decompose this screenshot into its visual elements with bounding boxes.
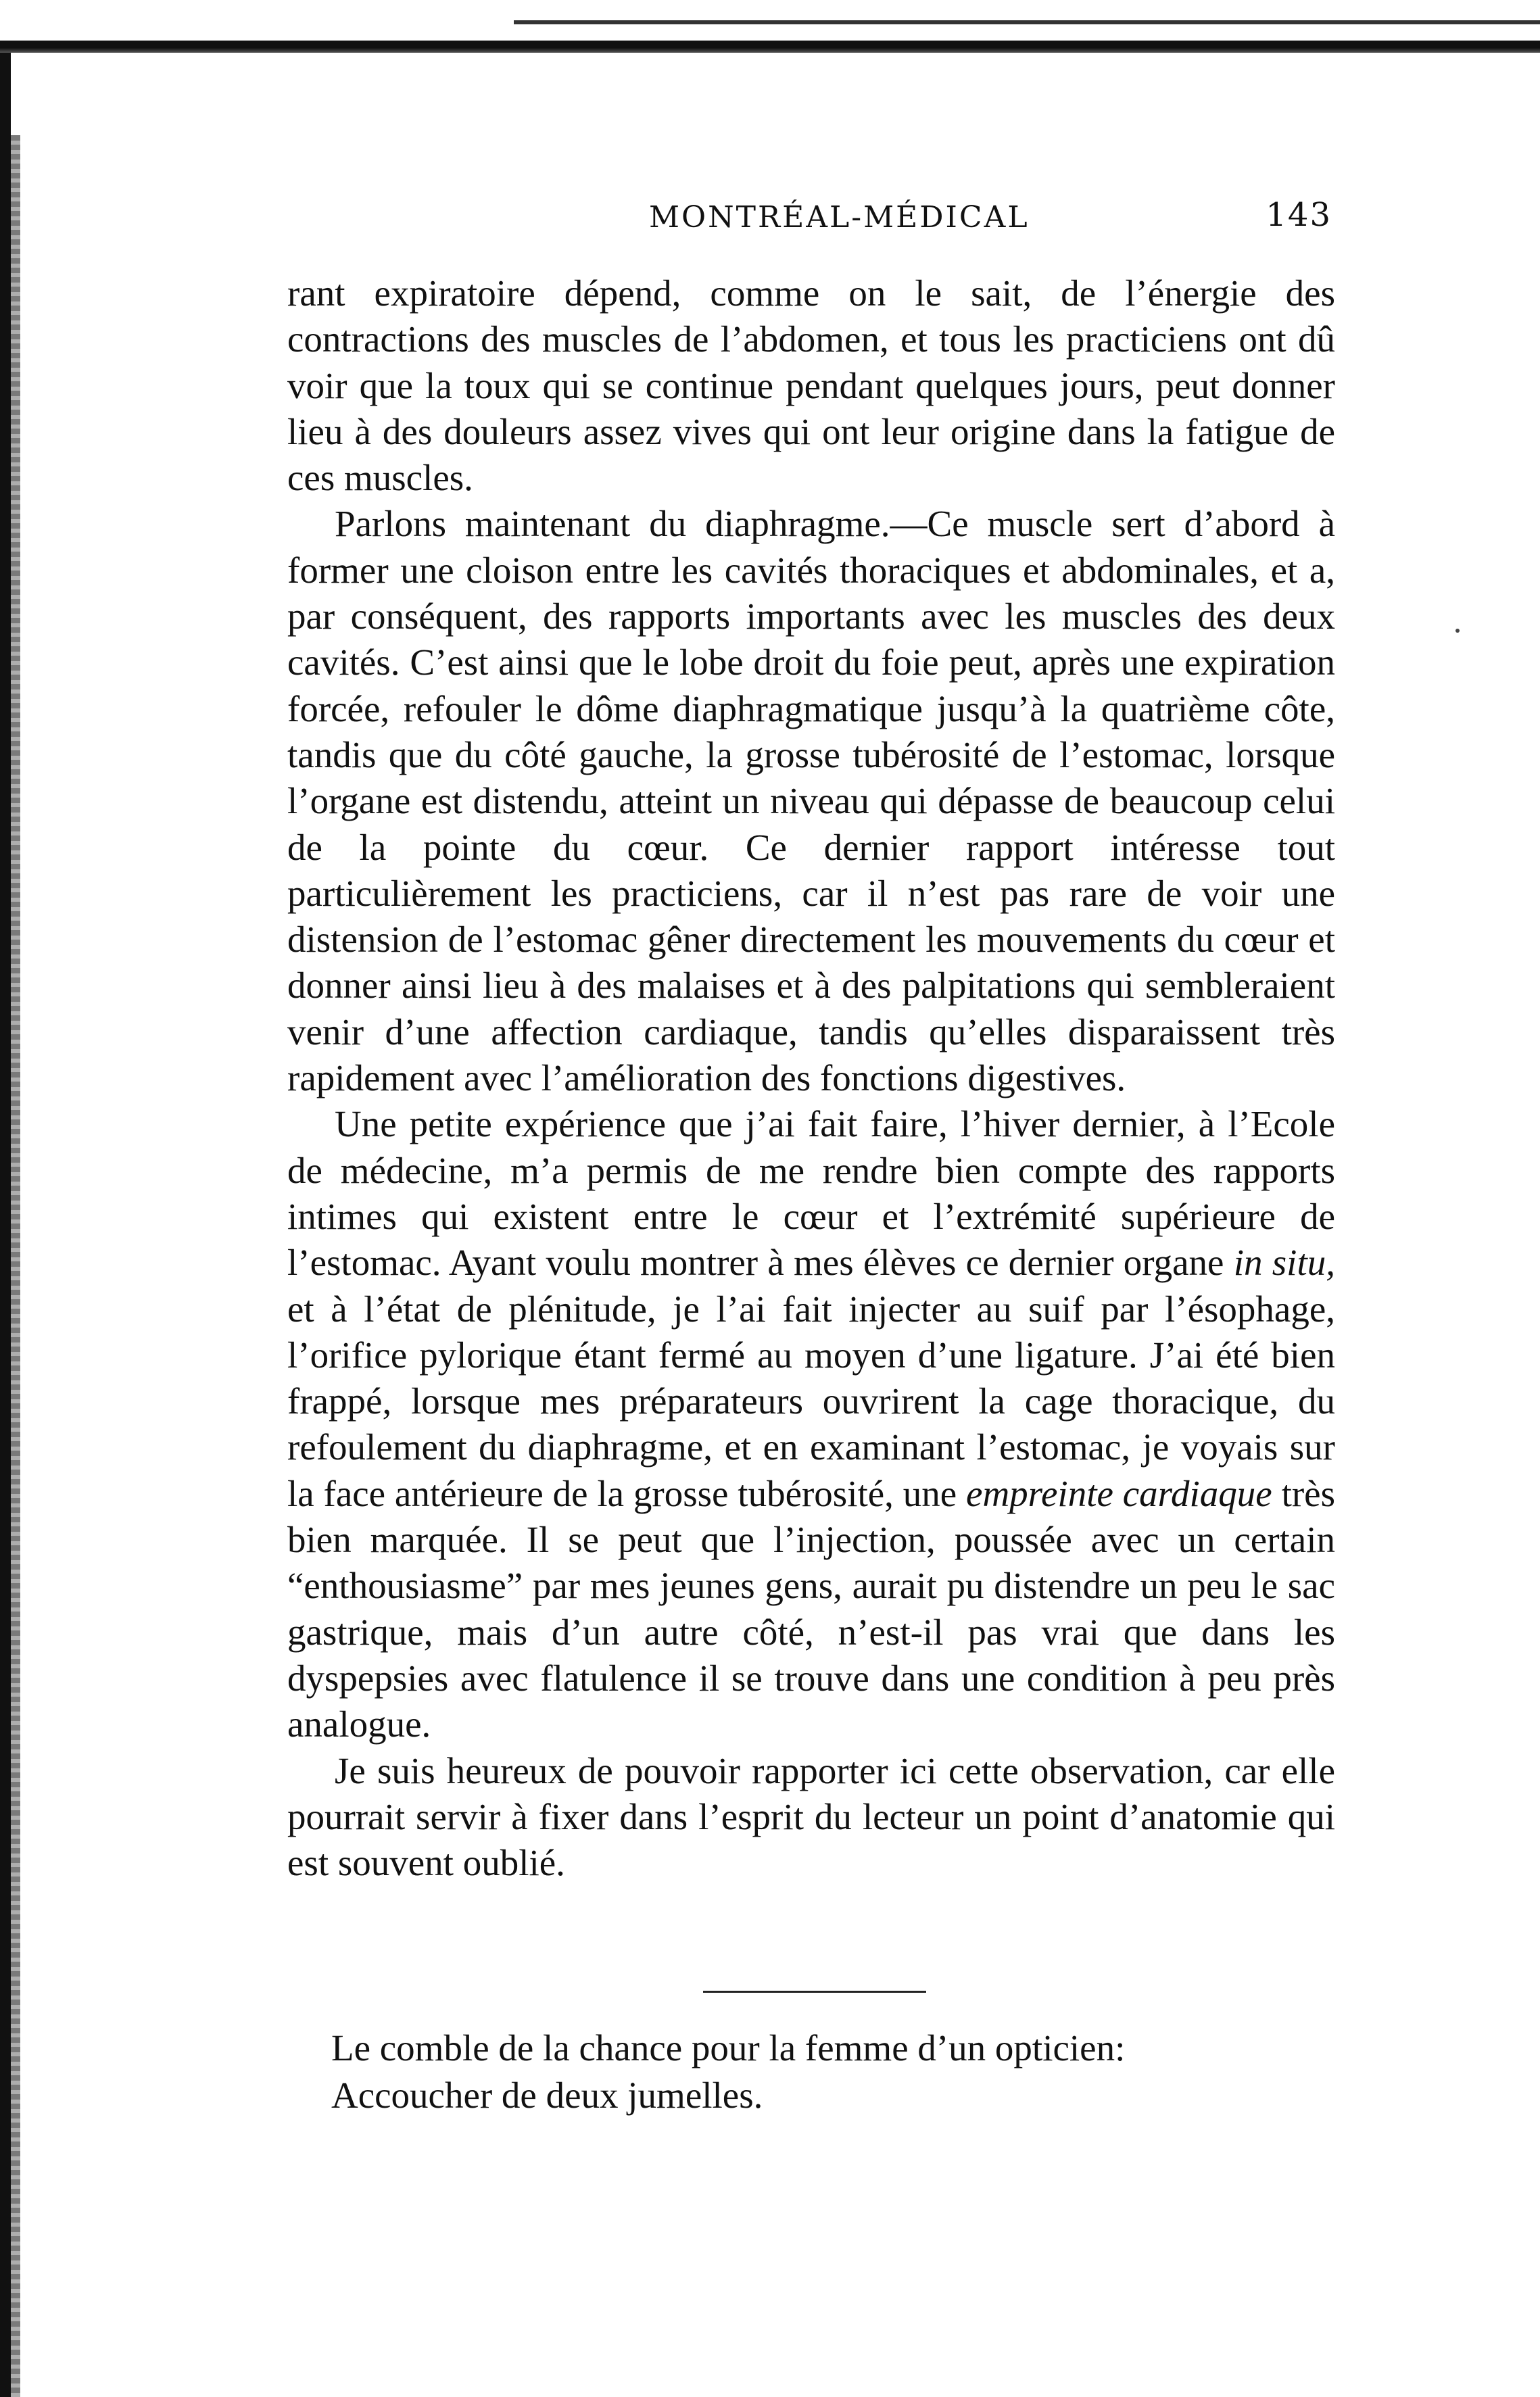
filler-line-1: Le comble de la chance pour la femme d’un opticien: xyxy=(331,2027,1126,2068)
paragraph-conclusion: Je suis heureux de pouvoir rapporter ici cette observation, car elle pourrait servir à fixer dans l’esprit du lecteur un point d’anatomie qui est souvent oublié. xyxy=(287,1749,1335,1884)
scan-edge-top-border xyxy=(0,41,1540,53)
filler-joke xyxy=(331,2025,1345,2119)
scan-edge-binding-shadow xyxy=(11,135,20,2397)
paragraph-diaphragm: Parlons maintenant du diaphragme.—Ce muscle sert d’abord à former une cloison entre les cavités thoraciques et abdominales, et a, par conséquent, des rapports importants avec les muscles des deux cavités. C’est ainsi que le lobe droit du foie peut, après une expiration forcée, refouler le dôme diaphragmatique jusqu’à la quatrième côte, tandis que du côté gauche, la grosse tubérosité de l’estomac, lorsque l’organe est distendu, atteint un niveau qui dépasse de beaucoup celui de la pointe du cœur. Ce dernier rapport intéresse tout particulièrement les practiciens, car il n’est pas rare de voir une distension de l’estomac gêner directement les mouvements du cœur et donner ainsi lieu à des malaises et à des palpitations qui sembleraient venir d’une affection cardiaque, tandis qu’elles disparaissent très rapidement avec l’amélioration des fonctions digestives. xyxy=(287,503,1335,1099)
experiment-text-3: très bien marquée. Il se peut que l’injection, poussée avec un certain “enthousiasme” par mes jeunes gens, aurait pu distendre un peu le sac gastrique, mais d’un autre côté, n’est-il pas vrai que dans les dyspepsies avec flatulence il se trouve dans une condition à peu près analogue. xyxy=(287,1472,1335,1745)
journal-title: MONTRÉAL-MÉDICAL xyxy=(649,200,1030,235)
page-number: 143 xyxy=(1266,196,1332,234)
running-head xyxy=(291,196,1345,250)
experiment-empreinte-cardiaque: empreinte cardiaque xyxy=(966,1472,1272,1514)
scan-edge-thin-line xyxy=(514,20,1540,24)
section-divider xyxy=(703,1991,926,1993)
article-body xyxy=(287,270,1335,1886)
scan-speck xyxy=(1455,629,1460,633)
filler-line-2: Accoucher de deux jumelles. xyxy=(331,2075,763,2116)
experiment-in-situ: in situ, xyxy=(1233,1242,1335,1284)
paragraph-continuation: rant expiratoire dépend, comme on le sait, de l’énergie des contractions des muscles de l’abdomen, et tous les practiciens ont dû voir que la toux qui se continue pendant quelques jours, peut donner lieu à des douleurs assez vives qui ont leur origine dans la fatigue de ces muscles. xyxy=(287,272,1335,499)
scan-edge-left-border xyxy=(0,53,11,2397)
experiment-text-2: et à l’état de plénitude, je l’ai fait injecter au suif par l’ésophage, l’orifice pylorique étant fermé au moyen d’une ligature. J’ai été bien frappé, lorsque mes préparateurs ouvrirent la cage thoracique, du refoulement du diaphragme, et en examinant l’estomac, je voyais sur la face antérieure de la grosse tubérosité, une xyxy=(287,1288,1335,1514)
paragraph-experiment xyxy=(287,1101,1335,1747)
experiment-text-1: Une petite expérience que j’ai fait faire, l’hiver dernier, à l’Ecole de médecine, m’a permis de me rendre bien compte des rapports intimes qui existent entre le cœur et l’extrémité supérieure de l’estomac. Ayant voulu montrer à mes élèves ce dernier organe xyxy=(287,1103,1335,1284)
